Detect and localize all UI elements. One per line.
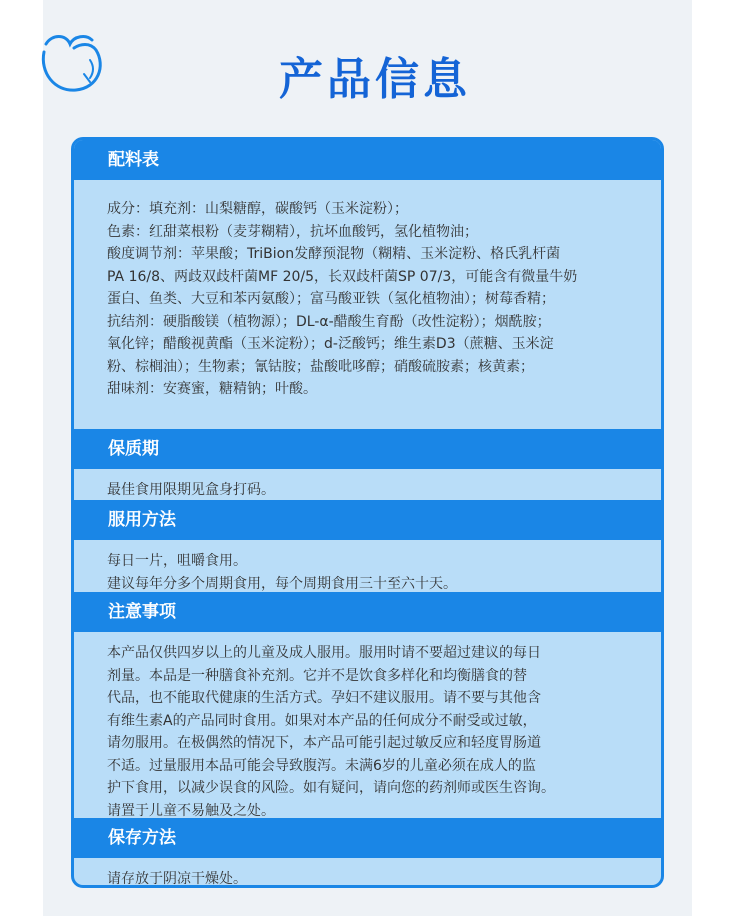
precautions-line: 本产品仅供四岁以上的儿童及成人服用。服用时请不要超过建议的每日	[107, 645, 541, 661]
precautions-line: 请勿服用。在极偶然的情况下，本产品可能引起过敏反应和轻度胃肠道	[107, 735, 541, 751]
shelf-life-text: 最佳食用限期见盒身打码。	[107, 482, 275, 498]
shelf-life-heading: 保质期	[74, 429, 661, 469]
ingredients-line: 粉、棕榈油）；生物素；氰钴胺；盐酸吡哆醇；硝酸硫胺素；核黄素；	[107, 358, 534, 375]
storage-body	[74, 858, 661, 888]
precautions-line: 代品，也不能取代健康的生活方式。孕妇不建议服用。请不要与其他含	[107, 690, 541, 706]
usage-heading: 服用方法	[74, 500, 661, 540]
ingredients-line: 色素：红甜菜根粉（麦芽糊精），抗坏血酸钙，氢化植物油；	[107, 223, 478, 240]
precautions-line: 不适。过量服用本品可能会导致腹泻。未满6岁的儿童必须在成人的监	[107, 757, 536, 774]
precautions-body	[74, 632, 661, 821]
ingredients-body	[74, 180, 661, 434]
page-title: 产品信息	[271, 50, 479, 110]
ingredients-line: 蛋白、鱼类、大豆和苯丙氨酸）；富马酸亚铁（氢化植物油）；树莓香精；	[107, 291, 555, 307]
usage-line: 建议每年分多个周期食用，每个周期食用三十至六十天。	[107, 575, 457, 592]
precautions-line: 有维生素A的产品同时食用。如果对本产品的任何成分不耐受或过敏，	[107, 712, 537, 729]
usage-line: 每日一片，咀嚼食用。	[107, 553, 247, 569]
ingredients-line: 甜味剂：安赛蜜，糖精钠；叶酸。	[107, 381, 317, 397]
ingredients-line: PA 16/8、两歧双歧杆菌MF 20/5，长双歧杆菌SP 07/3，可能含有微量牛奶	[107, 268, 578, 285]
ingredients-heading: 配料表	[74, 140, 661, 180]
precautions-heading: 注意事项	[74, 592, 661, 632]
precautions-line: 剂量。本品是一种膳食补充剂。它并不是饮食多样化和均衡膳食的替	[107, 667, 527, 684]
ingredients-line: 酸度调节剂：苹果酸；TriBion发酵预混物（糊精、玉米淀粉、格氏乳杆菌	[107, 246, 561, 262]
ingredients-line: 氧化锌；醋酸视黄酯（玉米淀粉）；d-泛酸钙；维生素D3（蔗糖、玉米淀	[107, 336, 554, 352]
ingredients-line: 成分：填充剂：山梨糖醇，碳酸钙（玉米淀粉）；	[107, 201, 408, 217]
precautions-line: 护下食用，以减少误食的风险。如有疑问，请向您的药剂师或医生咨询。	[107, 780, 555, 796]
storage-text: 请存放于阴凉干燥处。	[107, 871, 247, 887]
product-info-card	[71, 137, 664, 888]
usage-body	[74, 540, 661, 600]
precautions-line: 请置于儿童不易触及之处。	[107, 802, 275, 819]
storage-heading: 保存方法	[74, 818, 661, 858]
ingredients-line: 抗结剂：硬脂酸镁（植物源）；DL-α-醋酸生育酚（改性淀粉）；烟酰胺；	[107, 313, 551, 330]
